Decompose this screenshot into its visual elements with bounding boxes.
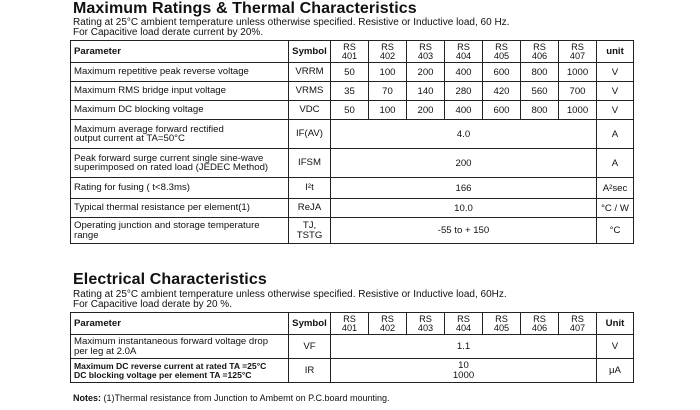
unit-cell: A	[597, 149, 634, 178]
value-cell: 560	[521, 82, 559, 101]
notes-label: Notes:	[73, 393, 102, 403]
table-row	[71, 101, 634, 120]
table-row	[71, 218, 634, 244]
cell-line: VF	[303, 340, 316, 352]
cell-line: 404	[455, 322, 472, 333]
section1-note2: For Capacitive load derate current by 20%.	[73, 27, 264, 38]
section2-note1: Rating at 25°C ambient temperature unless otherwise specified. Resistive or Inductive load, 60Hz.	[73, 289, 507, 300]
electrical-characteristics-table	[70, 312, 634, 383]
cell-line: Maximum DC reverse current at rated TA =25°C	[74, 360, 267, 371]
value-cell: 100	[369, 63, 407, 82]
notes-text: (1)Thermal resistance from Junction to Ambemt on P.C.board mounting.	[101, 393, 390, 403]
value-cell	[331, 359, 597, 383]
cell-line: RS	[571, 314, 584, 324]
max-ratings-table	[70, 40, 634, 244]
cell-line: Maximum instantaneous forward voltage drop	[74, 336, 269, 347]
value-cell	[331, 335, 597, 359]
cell-line: 403	[417, 50, 434, 61]
header-part-number	[369, 41, 407, 63]
cell-line: Typical thermal resistance per element(1)	[74, 202, 250, 214]
cell-line: 407	[569, 322, 586, 333]
unit-cell: V	[597, 82, 634, 101]
value-cell: 1000	[559, 63, 597, 82]
header-part-number	[559, 313, 597, 335]
cell-line: 10	[458, 360, 469, 371]
value-cell: 4.0	[331, 120, 597, 149]
cell-line: VRMS	[295, 85, 324, 97]
footnote	[73, 393, 389, 403]
cell-line: TJ,	[302, 220, 317, 231]
cell-line: DC blocking voltage per element TA =125°C	[74, 369, 252, 380]
table-row	[71, 82, 634, 101]
unit-cell: A	[597, 120, 634, 149]
parameter-cell	[71, 63, 289, 82]
section2-title: Electrical Characteristics	[73, 271, 267, 288]
cell-line: 405	[493, 50, 510, 61]
cell-line: Maximum DC blocking voltage	[74, 104, 204, 116]
value-cell: 800	[521, 101, 559, 120]
parameter-cell	[71, 82, 289, 101]
cell-line: RS	[457, 314, 470, 324]
cell-line: IF(AV)	[295, 128, 323, 140]
value-cell: 600	[483, 63, 521, 82]
cell-line: RS	[419, 42, 432, 52]
value-cell: 200	[331, 149, 597, 178]
table-row	[71, 149, 634, 178]
section1-title: Maximum Ratings & Thermal Characteristics	[73, 0, 417, 17]
value-cell: 35	[331, 82, 369, 101]
cell-line: 407	[569, 50, 586, 61]
cell-line: 401	[341, 322, 358, 333]
symbol-cell	[289, 82, 331, 101]
header-unit: Unit	[597, 313, 634, 335]
parameter-cell	[71, 335, 289, 359]
header-part-number	[407, 41, 445, 63]
cell-line: 405	[493, 322, 510, 333]
cell-line: RS	[457, 42, 470, 52]
table-row	[71, 335, 634, 359]
cell-line: RS	[533, 42, 546, 52]
cell-line: 402	[379, 50, 396, 61]
symbol-cell	[289, 120, 331, 149]
value-cell: 400	[445, 63, 483, 82]
cell-line: range	[74, 229, 99, 241]
parameter-cell	[71, 149, 289, 178]
header-unit: unit	[597, 41, 634, 63]
header-part-number	[369, 313, 407, 335]
value-cell: 200	[407, 101, 445, 120]
value-cell: 280	[445, 82, 483, 101]
cell-line: IFSM	[298, 157, 321, 169]
cell-line: VRRM	[295, 66, 324, 78]
unit-cell: °C	[597, 218, 634, 244]
cell-line: RS	[343, 42, 356, 52]
symbol-cell	[289, 335, 331, 359]
parameter-cell	[71, 359, 289, 383]
symbol-cell	[289, 101, 331, 120]
unit-cell: °C / W	[597, 199, 634, 218]
cell-line: 406	[531, 50, 548, 61]
value-cell: 70	[369, 82, 407, 101]
cell-line: 406	[531, 322, 548, 333]
cell-line: ReJA	[297, 202, 322, 214]
header-part-number	[483, 41, 521, 63]
header-symbol: Symbol	[289, 313, 331, 335]
cell-line: RS	[533, 314, 546, 324]
value-cell: 1000	[559, 101, 597, 120]
header-parameter: Parameter	[71, 313, 289, 335]
cell-line: Peak forward surge current single sine-wave	[74, 152, 264, 164]
cell-line: RS	[381, 42, 394, 52]
header-part-number	[559, 41, 597, 63]
header-symbol: Symbol	[289, 41, 331, 63]
symbol-cell	[289, 199, 331, 218]
cell-line: output current at TA=50°C	[74, 133, 185, 144]
cell-line: 1.1	[456, 340, 471, 352]
header-part-number	[445, 41, 483, 63]
value-cell: 50	[331, 101, 369, 120]
header-part-number	[521, 313, 559, 335]
value-cell: 166	[331, 178, 597, 199]
value-cell: 800	[521, 63, 559, 82]
cell-line: Rating for fusing ( t<8.3ms)	[74, 182, 190, 194]
cell-line: RS	[381, 314, 394, 324]
cell-line: RS	[343, 314, 356, 324]
header-part-number	[331, 41, 369, 63]
table-row	[71, 199, 634, 218]
header-part-number	[331, 313, 369, 335]
cell-line: 404	[455, 50, 472, 61]
unit-cell: V	[597, 63, 634, 82]
unit-cell: V	[597, 335, 634, 359]
cell-line: 401	[341, 50, 358, 61]
symbol-cell	[289, 218, 331, 244]
table-row	[71, 178, 634, 199]
table-row	[71, 63, 634, 82]
symbol-cell	[289, 359, 331, 383]
unit-cell: μA	[597, 359, 634, 383]
symbol-cell	[289, 63, 331, 82]
cell-line: RS	[495, 42, 508, 52]
parameter-cell	[71, 120, 289, 149]
cell-line: 402	[379, 322, 396, 333]
header-row	[71, 41, 634, 63]
unit-cell: V	[597, 101, 634, 120]
value-cell: 100	[369, 101, 407, 120]
value-cell: 10.0	[331, 199, 597, 218]
header-part-number	[407, 313, 445, 335]
cell-line: I²t	[305, 182, 314, 194]
cell-line: RS	[571, 42, 584, 52]
unit-cell: A²sec	[597, 178, 634, 199]
table-row	[71, 359, 634, 383]
cell-line: Maximum repetitive peak reverse voltage	[74, 66, 249, 78]
header-part-number	[483, 313, 521, 335]
parameter-cell	[71, 218, 289, 244]
symbol-cell	[289, 178, 331, 199]
cell-line: IR	[304, 364, 315, 376]
table-row	[71, 120, 634, 149]
cell-line: RS	[495, 314, 508, 324]
value-cell: -55 to + 150	[331, 218, 597, 244]
cell-line: superimposed on rated load (JEDEC Method)	[74, 162, 269, 173]
parameter-cell	[71, 178, 289, 199]
header-parameter: Parameter	[71, 41, 289, 63]
header-row	[71, 313, 634, 335]
section2-note2: For Capacitive load derate by 20 %.	[73, 299, 232, 310]
cell-line: Maximum average forward rectified	[74, 123, 224, 135]
cell-line: per leg at 2.0A	[74, 345, 137, 357]
symbol-cell	[289, 149, 331, 178]
cell-line: Operating junction and storage temperature	[74, 220, 260, 231]
value-cell: 50	[331, 63, 369, 82]
header-part-number	[445, 313, 483, 335]
value-cell: 420	[483, 82, 521, 101]
value-cell: 700	[559, 82, 597, 101]
parameter-cell	[71, 101, 289, 120]
section1-note1: Rating at 25°C ambient temperature unless otherwise specified. Resistive or Inductive load, 60 Hz.	[73, 17, 510, 28]
cell-line: 403	[417, 322, 434, 333]
value-cell: 600	[483, 101, 521, 120]
cell-line: VDC	[299, 104, 320, 116]
cell-line: 1000	[452, 369, 475, 381]
value-cell: 200	[407, 63, 445, 82]
parameter-cell	[71, 199, 289, 218]
header-part-number	[521, 41, 559, 63]
value-cell: 140	[407, 82, 445, 101]
cell-line: Maximum RMS bridge input voltage	[74, 85, 226, 97]
cell-line: TSTG	[296, 229, 323, 241]
value-cell: 400	[445, 101, 483, 120]
cell-line: RS	[419, 314, 432, 324]
